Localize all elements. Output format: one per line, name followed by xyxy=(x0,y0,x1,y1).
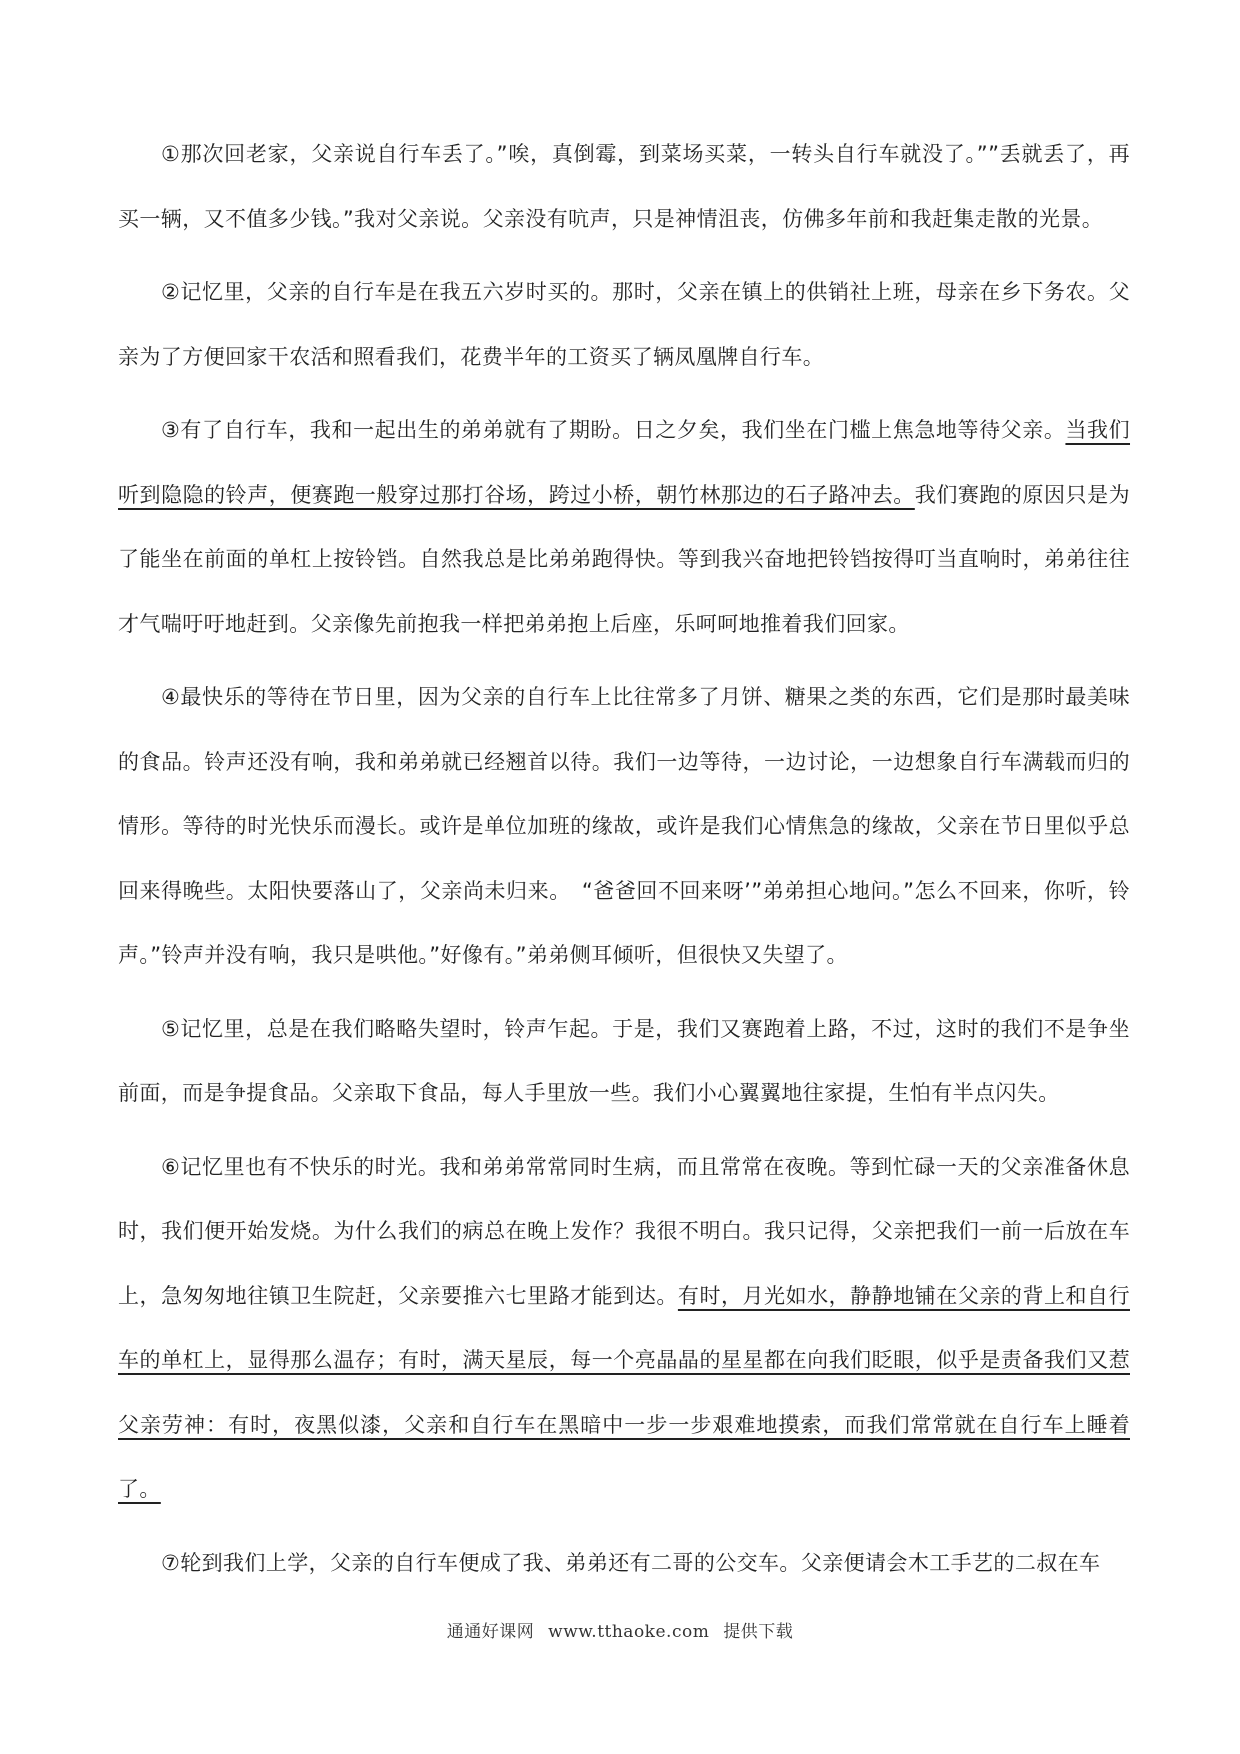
paragraph-7-text: ⑦轮到我们上学，父亲的自行车便成了我、弟弟还有二哥的公交车。父亲便请会木工手艺的二叔在车 xyxy=(161,1550,1101,1575)
paragraph-1 xyxy=(118,122,1130,251)
paragraph-6 xyxy=(118,1135,1130,1522)
paragraph-3-text-a: ③有了自行车，我和一起出生的弟弟就有了期盼。日之夕矣，我们坐在门槛上焦急地等待父亲。 xyxy=(161,418,1066,442)
footer-download-note: 提供下载 xyxy=(723,1622,794,1642)
paragraph-2-text: ②记忆里，父亲的自行车是在我五六岁时买的。那时，父亲在镇上的供销社上班，母亲在乡下务农。父亲为了方便回家干农活和照看我们，花费半年的工资买了辆凤凰牌自行车。 xyxy=(118,280,1130,369)
paragraph-6-text-a: ⑥记忆里也有不快乐的时光。我和弟弟常常同时生病，而且常常在夜晚。等到忙碌一天的父亲准备休息时，我们便开始发烧。为什么我们的病总在晚上发作？我很不明白。我只记得，父亲把我们一前一后放在车上，急匆匆地往镇卫生院赶，父亲要推六七里路才能到达。 xyxy=(118,1154,1130,1308)
paragraph-6-underlined-passage: 有时，月光如水，静静地铺在父亲的背上和自行车的单杠上，显得那么温存；有时，满天星辰，每一个亮晶晶的星星都在向我们眨眼，似乎是责备我们又惹父亲劳神：有时，夜黑似漆，父亲和自行车在黑暗中一步一步艰难地摸索，而我们常常就在自行车上睡着了。 xyxy=(118,1283,1130,1501)
footer-site-name: 通通好课网 xyxy=(446,1622,535,1642)
paragraph-7 xyxy=(118,1531,1130,1596)
paragraph-4 xyxy=(118,665,1130,988)
paragraph-3 xyxy=(118,398,1130,656)
paragraph-3-underlined-sentence: 当我们听到隐隐的铃声，便赛跑一般穿过那打谷场，跨过小桥，朝竹林那边的石子路冲去。 xyxy=(118,418,1131,507)
page-footer xyxy=(0,1617,1240,1642)
paragraph-2 xyxy=(118,260,1130,389)
paragraph-3-text-b: 我们赛跑的原因只是为了能坐在前面的单杠上按铃铛。自然我总是比弟弟跑得快。等到我兴奋地把铃铛按得叮当直响时，弟弟往往才气喘吁吁地赶到。父亲像先前抱我一样把弟弟抱上后座，乐呵呵地推着我们回家。 xyxy=(118,482,1131,636)
article-body xyxy=(118,122,1130,1604)
paragraph-4-text: ④最快乐的等待在节日里，因为父亲的自行车上比往常多了月饼、糖果之类的东西，它们是那时最美味的食品。铃声还没有响，我和弟弟就已经翘首以待。我们一边等待，一边讨论，一边想象自行车满载而归的情形。等待的时光快乐而漫长。或许是单位加班的缘故，或许是我们心情焦急的缘故，父亲在节日里似乎总回来得晚些。太阳快要落山了，父亲尚未归来。 “爸爸回不回来呀’”弟弟担心地问。”怎么不回来，你听，铃声。”铃声并没有响，我只是哄他。”好像有。”弟弟侧耳倾听，但很快又失望了。 xyxy=(118,685,1130,967)
paragraph-1-text: ①那次回老家，父亲说自行车丢了。”唉，真倒霉，到菜场买菜，一转头自行车就没了。””丢就丢了，再买一辆，又不值多少钱。”我对父亲说。父亲没有吭声，只是神情沮丧，仿佛多年前和我赶集走散的光景。 xyxy=(118,142,1130,231)
paragraph-5-text: ⑤记忆里，总是在我们略略失望时，铃声乍起。于是，我们又赛跑着上路，不过，这时的我们不是争坐前面，而是争提食品。父亲取下食品，每人手里放一些。我们小心翼翼地往家提，生怕有半点闪失。 xyxy=(118,1016,1130,1105)
footer-url-link[interactable]: www.tthaoke.com xyxy=(548,1622,710,1642)
paragraph-5 xyxy=(118,997,1130,1126)
